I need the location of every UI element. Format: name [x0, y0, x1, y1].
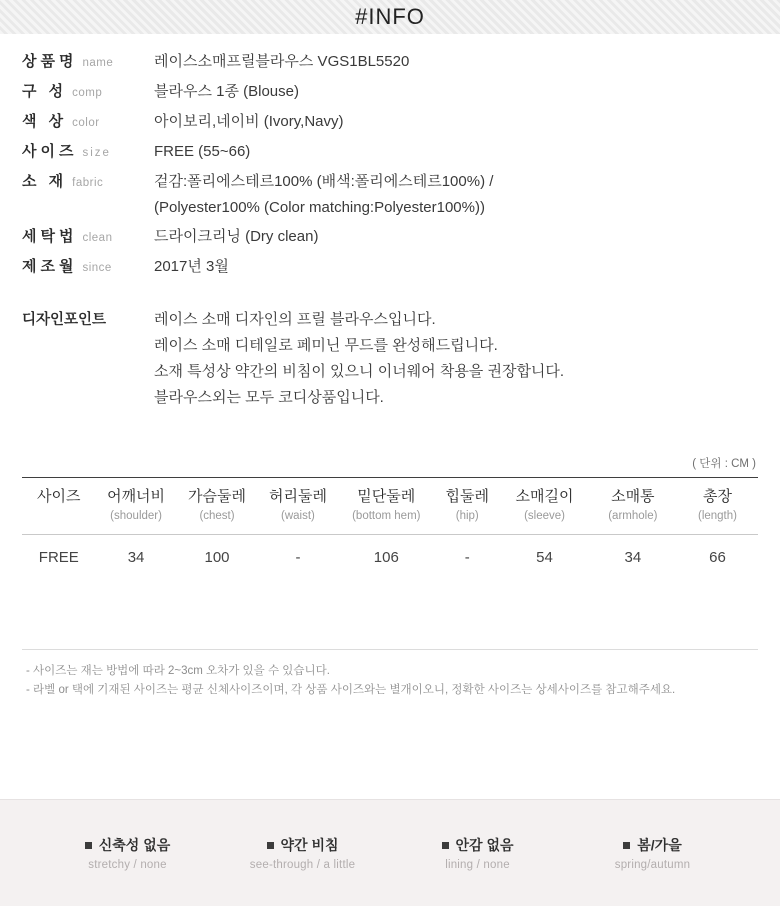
column-header-en: (bottom hem) [352, 510, 421, 522]
info-value [154, 169, 493, 221]
info-value-line: FREE (55~66) [154, 143, 251, 160]
info-value-line: 아이보리,네이비 (Ivory,Navy) [154, 113, 344, 130]
size-chart-column-header [177, 478, 258, 535]
column-header-en: (hip) [455, 510, 479, 522]
info-value [154, 254, 229, 280]
attribute-item-stretch [40, 835, 215, 871]
size-chart-column-header [96, 478, 177, 535]
column-header-ko: 가슴둘레 [188, 488, 246, 505]
attribute-list [0, 835, 780, 871]
attribute-item-lining [390, 835, 565, 871]
column-header-en: (shoulder) [110, 510, 162, 522]
info-label [22, 254, 154, 281]
size-cell: 34 [127, 549, 145, 566]
page-title: #INFO [355, 4, 425, 29]
info-label-ko: 색 상 [22, 113, 68, 130]
info-label-en: color [72, 117, 100, 129]
info-value-line: 레이스소매프릴블라우스 VGS1BL5520 [154, 53, 410, 70]
column-header-en: (sleeve) [524, 510, 565, 522]
content-area [0, 49, 780, 700]
info-value [154, 139, 250, 165]
square-bullet-icon [623, 842, 630, 849]
attribute-label-en: lining / none [445, 859, 510, 871]
attribute-top [623, 835, 681, 855]
design-point-line: 소재 특성상 약간의 비침이 있으니 이너웨어 착용을 권장합니다. [154, 363, 565, 380]
info-value [154, 79, 299, 105]
info-label [22, 224, 154, 251]
size-chart-table [22, 477, 758, 583]
info-value [154, 224, 318, 250]
info-label-ko: 사이즈 [22, 143, 78, 160]
size-cell: - [464, 549, 470, 566]
column-header-ko: 어깨너비 [107, 488, 166, 505]
info-row [22, 254, 758, 281]
size-cell: 54 [536, 549, 553, 566]
size-notes [22, 662, 758, 700]
design-point-text [154, 307, 564, 411]
page-header [0, 0, 780, 35]
column-header-en: (armhole) [608, 510, 658, 522]
info-label-en: clean [82, 232, 113, 244]
attribute-label-ko: 봄/가을 [637, 837, 682, 853]
size-chart-column-header [258, 478, 339, 535]
info-row [22, 49, 758, 76]
size-cell: 34 [624, 549, 642, 566]
size-cell: 66 [709, 549, 726, 566]
attribute-footer [0, 799, 780, 906]
column-header-ko: 소매길이 [515, 488, 574, 505]
size-chart-column-header [589, 478, 677, 535]
size-chart-column-header [500, 478, 588, 535]
info-label-ko: 세탁법 [22, 228, 78, 245]
info-value [154, 109, 344, 135]
design-point-line: 레이스 소매 디자인의 프릴 블라우스입니다. [154, 311, 436, 328]
attribute-label-en: stretchy / none [88, 859, 167, 871]
info-label-en: since [82, 262, 112, 274]
size-chart-column-header [22, 478, 96, 535]
column-header-ko: 총장 [703, 488, 732, 505]
column-header-en: (waist) [281, 510, 315, 522]
info-label-ko: 소 재 [22, 173, 68, 190]
info-label-en: name [82, 57, 114, 69]
note-line: - 라벨 or 택에 기재된 사이즈는 평균 신체사이즈이며, 각 상품 사이즈와는 별개이오니, 정확한 사이즈는 상세사이즈를 참고해주세요. [26, 684, 676, 696]
attribute-label-en: see-through / a little [249, 859, 356, 871]
unit-note: ( 단위 : CM ) [692, 458, 756, 470]
info-label [22, 49, 154, 76]
column-header-ko: 허리둘레 [268, 488, 327, 505]
info-value-line: 겉감:폴리에스테르100% (배색:폴리에스테르100%) / [154, 173, 494, 190]
info-value [154, 49, 409, 75]
size-chart-column-header [434, 478, 500, 535]
info-label-en: fabric [72, 177, 104, 189]
size-chart-column-header [338, 478, 434, 535]
column-header-ko: 힙둘레 [445, 488, 489, 505]
attribute-label-ko: 약간 비침 [280, 837, 339, 853]
info-label-ko: 제조월 [22, 258, 78, 275]
design-point-line: 레이스 소매 디테일로 페미닌 무드를 완성해드립니다. [154, 337, 498, 354]
column-header-ko: 사이즈 [37, 488, 81, 505]
design-point-block [22, 307, 758, 411]
size-cell: 106 [373, 549, 399, 566]
info-value-line: 드라이크리닝 (Dry clean) [154, 228, 319, 245]
design-point-line: 블라우스외는 모두 코디상품입니다. [154, 389, 384, 406]
table-row [22, 535, 758, 583]
attribute-label-en: spring/autumn [614, 859, 691, 871]
note-line: - 사이즈는 재는 방법에 따라 2~3cm 오차가 있을 수 있습니다. [26, 665, 330, 677]
attribute-item-see-through [215, 835, 390, 871]
size-cell: 100 [204, 549, 230, 566]
info-label [22, 79, 154, 106]
size-cell: - [295, 549, 301, 566]
attribute-label-ko: 신축성 없음 [98, 837, 171, 853]
info-label [22, 139, 154, 166]
column-header-en: (length) [697, 510, 737, 522]
size-cell: FREE [38, 549, 79, 566]
attribute-top [267, 835, 339, 855]
attribute-label-ko: 안감 없음 [455, 837, 514, 853]
table-bottom-divider [22, 649, 758, 650]
info-value-line: 블라우스 1종 (Blouse) [154, 83, 299, 100]
info-row [22, 169, 758, 221]
info-row [22, 139, 758, 166]
column-header-en: (chest) [199, 510, 235, 522]
info-label-en: size [82, 147, 111, 159]
attribute-top [85, 835, 171, 855]
product-info-table [22, 49, 758, 281]
column-header-ko: 소매통 [611, 488, 655, 505]
info-label [22, 109, 154, 136]
size-chart-header-row [22, 478, 758, 535]
info-label [22, 169, 154, 196]
size-chart-column-header [677, 478, 758, 535]
attribute-top [442, 835, 514, 855]
info-label-en: comp [72, 87, 103, 99]
square-bullet-icon [267, 842, 274, 849]
column-header-ko: 밑단둘레 [357, 488, 416, 505]
info-label-ko: 구 성 [22, 83, 68, 100]
info-row [22, 109, 758, 136]
square-bullet-icon [442, 842, 449, 849]
attribute-item-season [565, 835, 740, 871]
info-value-line: 2017년 3월 [154, 258, 229, 275]
info-label-ko: 상품명 [22, 53, 78, 70]
square-bullet-icon [85, 842, 92, 849]
info-value-line: (Polyester100% (Color matching:Polyester100%)) [154, 199, 485, 216]
design-point-label: 디자인포인트 [22, 312, 107, 328]
info-row [22, 224, 758, 251]
info-row [22, 79, 758, 106]
